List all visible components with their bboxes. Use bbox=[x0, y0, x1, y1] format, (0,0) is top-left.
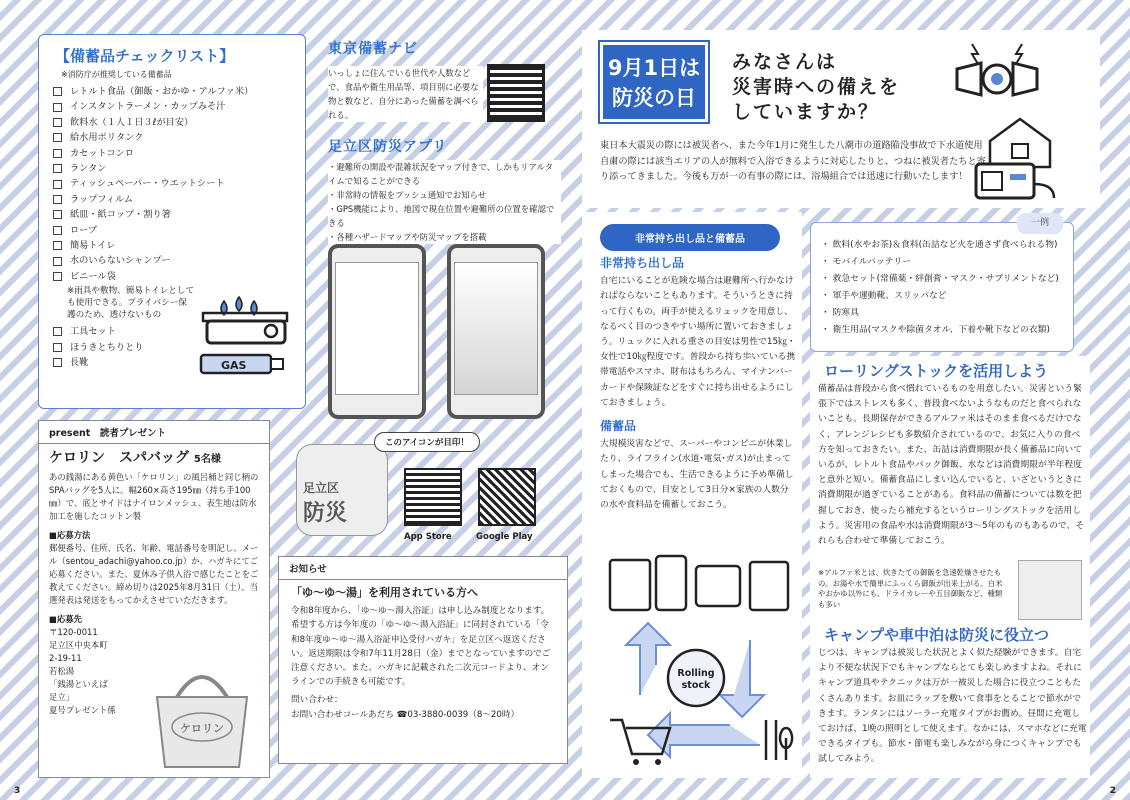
checklist-item[interactable]: ほうきとちりとり bbox=[53, 340, 293, 355]
icon-callout: このアイコンが目印！ bbox=[374, 432, 480, 452]
present-panel bbox=[38, 420, 270, 778]
google-play-qr-code[interactable] bbox=[478, 468, 536, 526]
camp-text: じつは、キャンプは被災した状況とよく似た経験ができます。自宅より不便な状況下でもキャンプならとても楽しめますよね。それにキャンプ道具やテクニックは万が一被災した場合に役立つこともたくさんあります。お皿にラップを敷いて食事をとることで節水ができます。ランタンにはソーラー充電タイプがお薦め。昼間に充電しておけば、1晩の照明として使えます。なかには、スマホなどに充電できるタイプも。節水・節電も楽しみながら身につくキャンプでも試してみよう。 bbox=[818, 648, 1087, 765]
howto-heading: ■応募方法 bbox=[49, 530, 91, 540]
addr-line: 〒120-0011 bbox=[49, 627, 98, 637]
rolling-label: Rolling bbox=[677, 668, 715, 679]
bousai-app-icon[interactable]: 足立区 防災 bbox=[296, 444, 388, 536]
example-item: ・ 衛生用品(マスクや除菌タオル、下着や靴下などの衣類) bbox=[821, 325, 1050, 335]
addr-heading: ■応募先 bbox=[49, 614, 83, 624]
checkbox[interactable] bbox=[53, 180, 62, 189]
checklist-item[interactable]: 給水用ポリタンク bbox=[53, 130, 293, 145]
app-bullet: ・各種ハザードマップや防災マップを搭載 bbox=[328, 232, 487, 242]
checklist-item[interactable]: 紙皿・紙コップ・割り箸 bbox=[53, 207, 293, 222]
checkbox[interactable] bbox=[53, 210, 62, 219]
checklist-item[interactable]: レトルト食品（御飯・おかゆ・アルファ米） bbox=[53, 84, 293, 99]
checkbox[interactable] bbox=[53, 272, 62, 281]
app-store-qr-code[interactable] bbox=[404, 468, 462, 526]
checklist-item[interactable]: 簡易トイレ bbox=[53, 238, 293, 253]
contact-text: お問い合わせコールあだち ☎03-3880-0039（8〜20時） bbox=[291, 709, 520, 720]
example-item: ・ モバイルバッテリー bbox=[821, 257, 912, 267]
notice-title: 「ゆ〜ゆ〜湯」を利用されている方へ bbox=[291, 586, 478, 599]
checkbox[interactable] bbox=[53, 118, 62, 127]
addr-line: 足立」 bbox=[49, 692, 75, 702]
checklist-item[interactable]: 長靴 bbox=[53, 355, 293, 370]
navi-text: いっしょに住んでいる世代や人数などで、食品や衛生用品等、項目別に必要な物と数など、自分にあった備蓄を調べられる。 bbox=[328, 66, 483, 122]
checkbox[interactable] bbox=[53, 149, 62, 158]
checklist-title: 【備蓄品チェックリスト】 bbox=[55, 47, 235, 65]
rolling-stock-diagram bbox=[600, 550, 800, 770]
addr-line: 夏号プレゼント係 bbox=[49, 705, 116, 715]
checkbox[interactable] bbox=[53, 87, 62, 96]
checkbox[interactable] bbox=[53, 257, 62, 266]
app-screenshot-2 bbox=[447, 244, 545, 419]
page-number-left: 3 bbox=[14, 786, 21, 796]
example-item: ・ 救急セット(常備薬・絆創膏・マスク・サプリメントなど) bbox=[821, 274, 1059, 284]
example-box bbox=[810, 218, 1074, 352]
app-bullets bbox=[328, 160, 561, 244]
lead-text: 東日本大震災の際には被災者へ、また今年1月に発生した八潮市の道路陥没事故で下水道使用自粛の際には該当エリアの人が無料で入浴できるように対応したりと、つねに被災者たちと寄り添ってきました。今後も万が一の有事の際には、浴場組合では迅速に行動いたします！ bbox=[600, 140, 986, 182]
checklist-note: ※消防庁が推奨している備蓄品 bbox=[61, 70, 172, 79]
app-title: 足立区防災アプリ bbox=[328, 139, 448, 155]
notice-body: 令和8年度から、「ゆ〜ゆ〜湯入浴証」は申し込み制度となります。希望する方は今年度の「ゆ〜ゆ〜湯入浴証」に同封されている「令和8年度ゆ〜ゆ〜湯入浴証申込受付ハガキ」を足立区へ返送ください。返送期限は令和7年11月28日（金）までとなっていますのでご注意ください。また、ハガキに記載された二次元コードより、オンラインでの手続きも可能です。 bbox=[291, 606, 551, 688]
alpha-rice-image bbox=[1018, 560, 1082, 620]
svg-text:ケロリン: ケロリン bbox=[180, 722, 224, 735]
addr-line: 足立区中央本町 bbox=[49, 640, 108, 650]
checkbox[interactable] bbox=[53, 327, 62, 336]
checklist-sub-note: ※雨具や敷物、簡易トイレとしても使用できる。プライバシー保護のため、透けないもの bbox=[67, 286, 195, 321]
spa-bag-icon bbox=[147, 657, 257, 775]
navi-panel bbox=[322, 34, 567, 429]
right-page bbox=[582, 30, 1100, 778]
gas-label: GAS bbox=[221, 359, 247, 372]
example-item: ・ 防寒具 bbox=[821, 308, 859, 318]
checklist-item[interactable]: インスタントラーメン・カップみそ汁 bbox=[53, 99, 293, 114]
checkbox[interactable] bbox=[53, 133, 62, 142]
section-pill: 非常持ち出し品と備蓄品 bbox=[600, 224, 780, 251]
app-screenshot-1 bbox=[328, 244, 426, 419]
present-bar: present 読者プレゼント bbox=[39, 421, 269, 444]
google-play-label: Google Play bbox=[476, 532, 533, 542]
checkbox[interactable] bbox=[53, 164, 62, 173]
present-title: ケロリン スパバッグ 5名様 bbox=[49, 450, 221, 466]
example-item: ・ 飲料(水やお茶)＆食料(缶詰など火を通さず食べられる物) bbox=[821, 240, 1058, 250]
checkbox[interactable] bbox=[53, 241, 62, 250]
section-carry: 非常持ち出し品 自宅にいることが危険な場合は避難所へ行かなければならないこともあります。そういうときに持って行くもの。両手が使えるリュックを用意し、なるべく目のつきやすい場所に置いておきましょう。リュックに入れる重さの目安は男性で15㎏・女性で10㎏程度です。普段から持ち歩いている携帯電話やスマホ、財布はもちろん、マイナンバーカードや保険証などをすぐに持ち出せるようにしておきましょう。 備蓄品 大規模災害などで、スーパーやコンビニが休業したり、ライフライン(水道･電気･ガス)が止まってしまった場合でも、生活できるように予め準備しておくもので、目安として3日分×家族の人数分の水や食料品を備蓄しておこう。 bbox=[600, 256, 796, 511]
app-bullet: ・避難所の開設や混雑状況をマップ付きで、しかもリアルタイムで知ることができる bbox=[328, 162, 553, 186]
checklist-panel bbox=[38, 34, 306, 409]
navi-qr-code[interactable] bbox=[487, 64, 545, 122]
app-bullet: ・GPS機能により、地図で現在位置や避難所の位置を確認できる bbox=[328, 204, 555, 228]
app-icon-area bbox=[296, 432, 548, 557]
checklist-item[interactable]: 水のいらないシャンプー bbox=[53, 253, 293, 268]
app-bullet: ・非常時の情報をプッシュ通知でお知らせ bbox=[328, 190, 487, 200]
page-number-right: 2 bbox=[1109, 786, 1116, 796]
addr-line: 2-19-11 bbox=[49, 653, 82, 663]
example-item: ・ 軍手や運動靴、スリッパなど bbox=[821, 291, 947, 301]
alpha-note: ※アルファ米とは、炊きたての御飯を急速乾燥させたもの。お湯や水で簡単にふっくら御飯が出来上がる。白米やおかゆ以外にも、ドライカレーや五目御飯など、種類も多い bbox=[818, 568, 1003, 609]
checklist-item[interactable]: ラップフィルム bbox=[53, 192, 293, 207]
checkbox[interactable] bbox=[53, 195, 62, 204]
app-store-label: App Store bbox=[404, 532, 452, 542]
checkbox[interactable] bbox=[53, 343, 62, 352]
navi-title: 東京備蓄ナビ bbox=[328, 41, 418, 57]
example-label: 一例 bbox=[1017, 213, 1063, 234]
addr-line: 若松湯 bbox=[49, 666, 75, 676]
camp-heading: キャンプや車中泊は防災に役立つ bbox=[824, 626, 1050, 644]
contact-heading: 問い合わせ： bbox=[291, 695, 343, 706]
checklist-item[interactable]: カセットコンロ bbox=[53, 146, 293, 161]
checklist-items bbox=[53, 84, 293, 284]
checklist-item[interactable]: ロープ bbox=[53, 223, 293, 238]
siren-icon bbox=[952, 34, 1042, 114]
checklist-item[interactable]: ビニール袋 bbox=[53, 269, 293, 284]
checklist-item[interactable]: 飲料水（１人１日３ℓが目安） bbox=[53, 115, 293, 130]
checkbox[interactable] bbox=[53, 358, 62, 367]
howto-text: 郵便番号、住所、氏名、年齢、電話番号を明記し、メール（sentou_adachi@yahoo.co.jp）か、ハガキにてご応募ください。また、夏休み子供入浴で感じたことをご教えてください。締め切りは2025年8月31日（土）。当選発表は発送をもってかえさせていただきます。 bbox=[49, 543, 259, 605]
checkbox[interactable] bbox=[53, 103, 62, 112]
checklist-item[interactable]: ランタン bbox=[53, 161, 293, 176]
checklist-item[interactable]: 工具セット bbox=[53, 324, 293, 339]
checklist-item[interactable]: ティッシュペーパー・ウエットシート bbox=[53, 176, 293, 191]
notice-panel bbox=[278, 556, 568, 764]
rolling-text: 備蓄品は普段から食べ慣れているものを用意したい。災害という緊張下ではストレスも多く、普段食べないようなものだと食べられないことも。長期保存ができるアルファ米はそのまま食べるだけでなく、アレンジレシピも多数紹介されているので、お気に入りの食べ方を知っておきたい。また、缶詰は消費期限が長く備蓄品に向いているが、レトルト食品やパック御飯、水などは消費期限が半年程度と意外と短い。備蓄食品にしまい込んでいると、いざというときに消費期限が過ぎていることがある。食料品の備蓄については数を把握しておき、使ったら補充するというローリングストックを活用しよう。災害用の食品や水は消費期限が3〜5年のものもあるので、それらも合わせて準備しておこう。 bbox=[818, 384, 1085, 547]
notice-bar: お知らせ bbox=[279, 557, 567, 580]
headline: みなさんは 災害時への備えを していますか？ bbox=[732, 51, 901, 123]
gas-stove-icon bbox=[199, 283, 299, 393]
rolling-heading: ローリングストックを活用しよう bbox=[824, 362, 1049, 380]
disaster-day-tag: 9月1日は 防災の日 bbox=[600, 42, 708, 122]
checkbox[interactable] bbox=[53, 226, 62, 235]
present-body: あの銭湯にある黄色い「ケロリン」の風呂桶と同じ柄のSPAバッグを5人に。幅260×高さ195㎜（持ち手100㎜）で、底とサイドはナイロンメッシュ、表生地は防水加工を施したコットン製 bbox=[49, 472, 259, 521]
addr-line: 「銭湯といえば bbox=[49, 679, 108, 689]
svg-text:stock: stock bbox=[681, 680, 711, 691]
